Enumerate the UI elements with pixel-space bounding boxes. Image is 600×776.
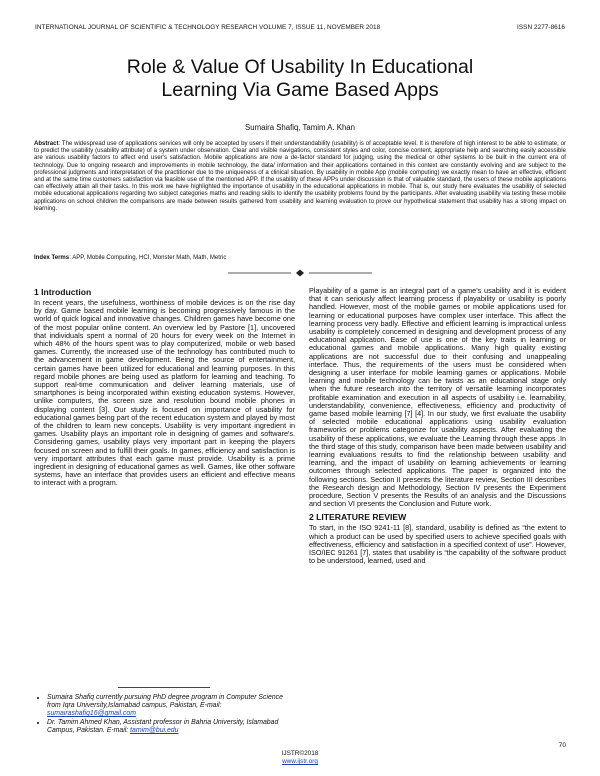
title-line-2: Learning Via Game Based Apps [161, 79, 439, 101]
section-separator [0, 268, 600, 278]
journal-url-link[interactable]: www.ijstr.org [282, 758, 318, 765]
right-column [309, 287, 566, 566]
email-link[interactable]: sumairashafiq16@gmail.com [47, 710, 136, 718]
footnote-item [47, 694, 290, 718]
abstract-label: Abstract [34, 141, 59, 147]
footnote-text: Dr. Tamim Ahmed Khan, Assistant professor in Bahria University, Islamabad Campus, Pakistan. E-mail: [47, 719, 279, 735]
page-footer [0, 750, 600, 766]
footnotes [34, 694, 290, 736]
section-2-paragraph: To start, in the ISO 9241-11 [8], standard, usability is defined as “the extent to which a product can be used by specified users to achieve specified goals with effectiveness, efficiency and satisfaction in a specified context of use”. However, ISO/IEC 91261 [7], states that usability is “the capability of the software product to be understood, learned, used and [309, 523, 566, 566]
footer-code: IJSTR©2018 [281, 750, 319, 757]
title-line-1: Role & Value Of Usability In Educational [126, 56, 474, 78]
separator-diamond [296, 270, 304, 277]
paper-title [40, 56, 560, 102]
abstract [34, 141, 566, 213]
index-terms-label: Index Terms [34, 255, 70, 261]
left-column [34, 287, 295, 488]
issn: ISSN 2277-8616 [517, 24, 565, 31]
index-terms-text: : APP, Mobile Computing, HCI, Monster Math, Math, Metric [69, 255, 227, 261]
footnote-text: Sumaira Shafiq currently pursuing PhD degree program in Computer Science from Iqra University,Islamabad campus, Pakistan, E-mail: [47, 694, 283, 710]
section-1-paragraph: In recent years, the usefulness, worthiness of mobile devices is on the rise day by day. Game based mobile learning is becoming progressively famous in the world of quick logical and innovative changes. Children games have become one of the most popular online content. An overview led by Pastore [1], uncovered that individuals spent a normal of 20 hours for every week on the Internet in which 48% of the hours spent was to play computerized, mobile or web based games. Currently, the increased use of the technology has contributed much to the advancement in game development. Being the source of entertainment, certain games have been utilized for educational and learning purposes. In this regard mobile phones are being used as platform for learning and teaching. To support real-time communication and deliver learning materials, use of smartphones is being incorporated within existing education systems. However, unlike computers, the screen size and resolution bound mobile phones in displaying content [3]. Our study is focused on importance of usability for educational games being part of the recent education system and played by most of the children to learn new concepts. Usability is very important ingredient in games. Usability plays an important role in designing of games and software's. Considering games, usability plays very important part in keeping the players focused on screen and to fulfill their goals. In games, efficiency and satisfaction is very important attributes that each game must provide. Usability is a prime ingredient in designing of educational games as well. Games, like other software systems, have an interface that provides users an efficient and effective means to interact with a program. [34, 298, 296, 488]
footnote-item [47, 719, 290, 735]
index-terms [34, 255, 566, 261]
section-1-heading: 1 Introduction [34, 287, 92, 297]
authors: Sumaira Shafiq, Tamim A. Khan [245, 123, 355, 132]
email-link[interactable]: tamim@bui.edu [130, 727, 179, 735]
section-1-continued: Playability of a game is an integral part of a game's usability and it is evident that it can seriously affect learning process if playability or usability is poorly handled. However, most of the mobile games or mobile applications used for learning or educational purposes have complex user interface. This affect the learning process very badly. Effective and efficient learning is impractical unless usability is completely concerned in designing and development process of any educational application. Ease of use is one of the key traits in learning or educational games and mobile applications. Many high quality existing applications are not successful due to their confusing and unappealing interface. Thus, the requirements of the users must be considered when designing a user interface for mobile learning games or applications. Mobile learning and mobile technology can be twists as an educational stage only when the future research into the territory of versatile learning incorporates profitable examination and execution in all aspects of usability i.e. learnability, understandability, convenience, effectiveness, efficiency and productivity of game based mobile learning [7] [4]. In our study, we first evaluate the usability of selected mobile educational applications using usability evaluation frameworks or problems categorize for usability aspects. After evaluating the usability of these applications, we evaluate the Learning through these apps .In the third stage of this study, comparison have been made between usability and learning evaluations results to find the relationship between usability and learning, and the impact of usability on learning achievements or learning outcomes through selected applications. The paper is organized into the following sections. Section II presents the literature review, Section III describes the Research design and Methodology, Section IV presents the Experiment procedure, Section V presents the Results of an analysis and the Discussions and section VI presents the Conclusion and Future work. [309, 286, 566, 509]
page-number: 70 [558, 742, 566, 749]
journal-name: INTERNATIONAL JOURNAL OF SCIENTIFIC & TECHNOLOGY RESEARCH VOLUME 7, ISSUE 11, NOVEMBER 2018 [35, 24, 381, 31]
running-head [35, 24, 565, 34]
section-2-heading: 2 LITERATURE REVIEW [309, 512, 407, 523]
footnote-rule [118, 687, 210, 688]
abstract-text: : The widespread use of applications services will only be accepted by users if their understandability (usability) is of acceptable level. It is therefore of high interest to be able to estimate, or to predict the usability (usability attribute) of a system under observation. Clear and visible navigations, consistent styles and color, concise content, appropriate help and searching easily accessible are various usability factors to affect end user's satisfaction. Mobile applications are now a de-factor standard for judging, using the medical or other systems to be built in the current era of technology. Due to ongoing research and improvements in mobile technology, the data/ information and their applications contained in this context are constantly evolving and are subject to the professional judgments and interpretation of the practitioner due to the uniqueness of a clinical situation. By usability in mobile App (mobile computing) we exactly mean to have an effective, efficient and at the same time customers satisfaction via feasible use of the mentioned APP. If the usability of these APPs under discussion is that of valuable standard, the users of these mobile applications can effectively attain all their tasks. In this work we have highlighted the importance of usability in the educational applications in mobile. That is, our study here evaluates the usability of selected mobile educational applications regarding two subject categories maths and reading skills to identify the usability problems found by the participants. After evaluating usability via testing these mobile applications on school children the comparisons are made between results gathered from usability and learning evaluation to prove our hypothetical statement that usability has a strong impact on learning. [34, 141, 566, 212]
